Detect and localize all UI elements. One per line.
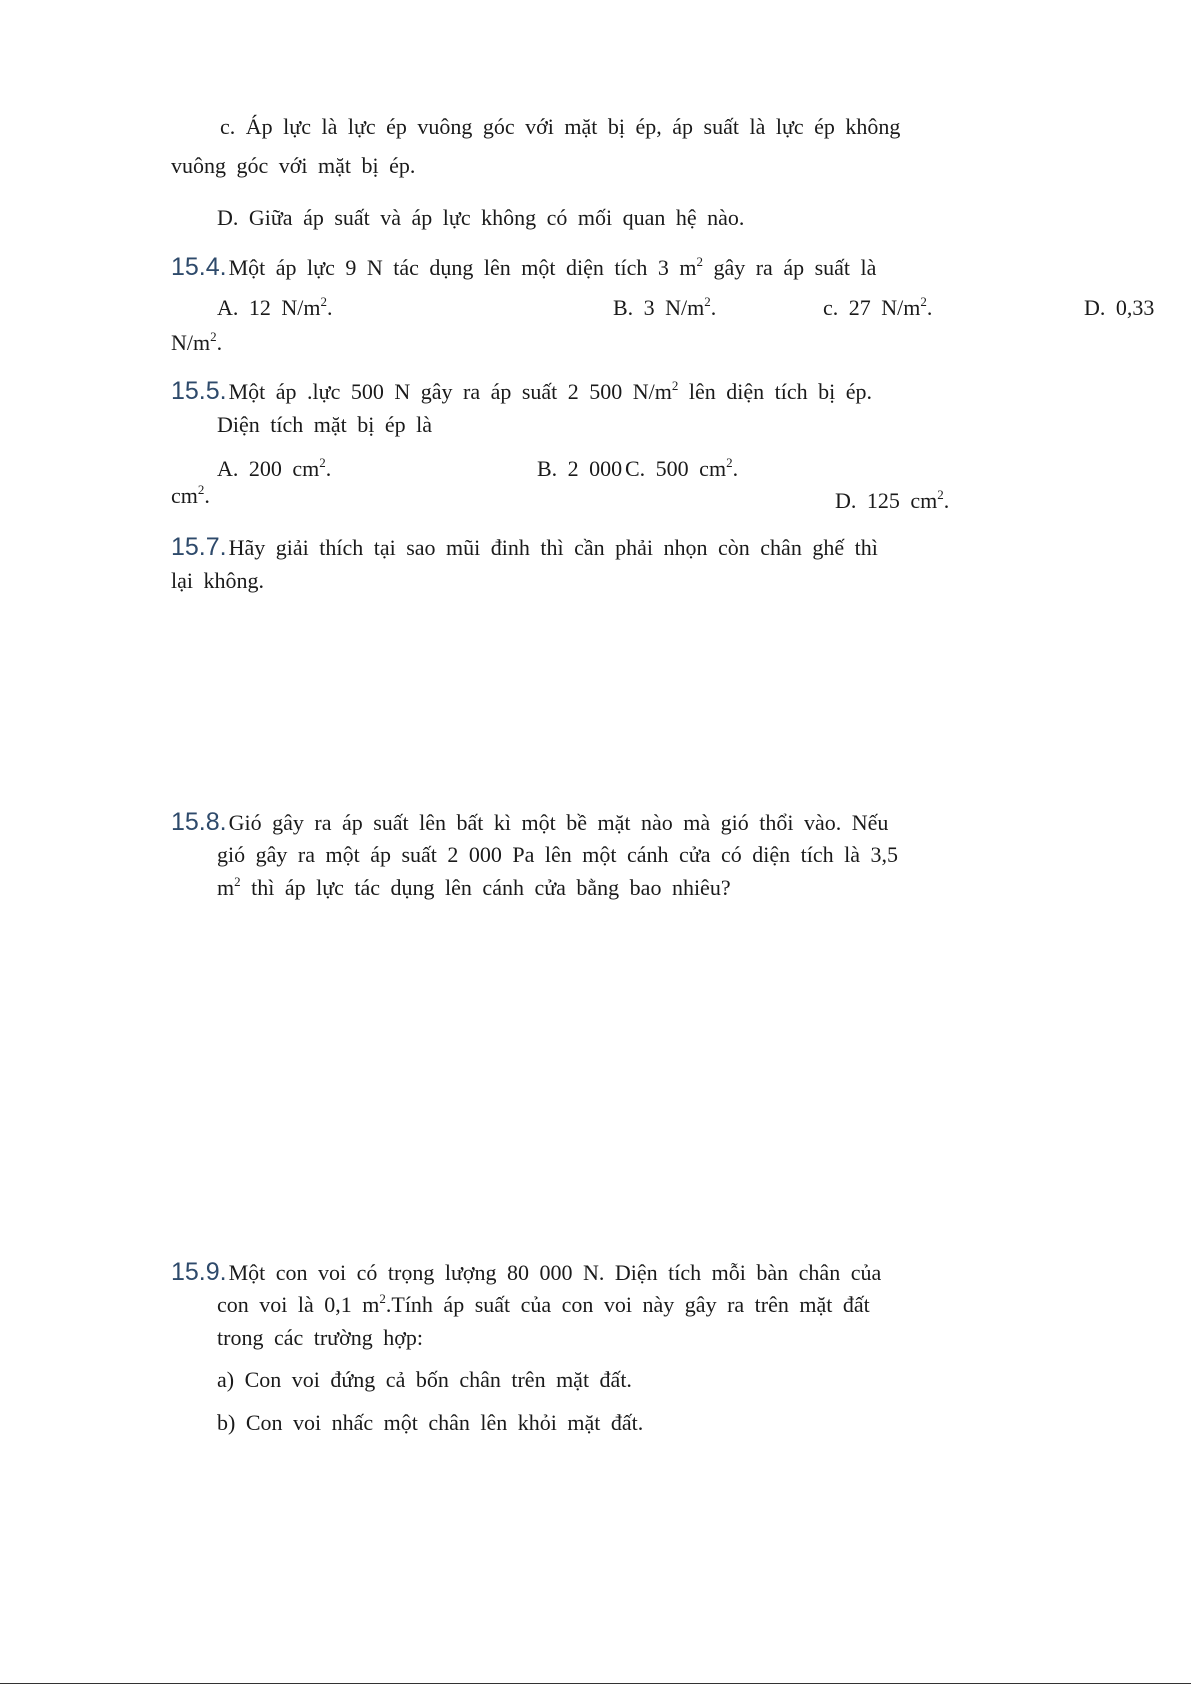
option-text: N/m [171,330,211,355]
superscript: 2 [379,1291,386,1306]
question-text: Một con voi có trọng lượng 80 000 N. Diện tích mỗi bàn chân của [228,1260,882,1285]
superscript: 2 [234,874,241,889]
superscript: 2 [197,482,205,497]
superscript: 2 [920,294,927,309]
option-text: D. 0,33 [1084,295,1155,320]
q15-5-question-line2: Diện tích mặt bị ép là [217,412,432,437]
superscript: 2 [320,294,327,309]
question-text-tail: .Tính áp suất của con voi này gây ra trên mặt đất [385,1292,870,1317]
q15-8-question-line3 [217,874,731,902]
q15-3-option-d: D. Giữa áp suất và áp lực không có mối quan hệ nào. [217,205,745,230]
q15-5-option-a [217,455,331,483]
question-text: Hãy giải thích tại sao mũi đinh thì cần phải nhọn còn chân ghế thì [228,535,878,560]
superscript: 2 [319,455,326,470]
option-dot: . [325,456,332,481]
q15-4-option-a [217,294,333,322]
question-text-tail: gây ra áp suất là [702,255,877,280]
q15-9-question-line2 [217,1291,870,1319]
q15-5-option-c [625,455,738,483]
superscript: 2 [696,254,703,269]
q15-5-question [171,377,872,406]
superscript: 2 [671,378,679,393]
q15-3-option-c-line1: c. Áp lực là lực ép vuông góc với mặt bị ép, áp suất là lực ép không [220,114,901,139]
q15-9-question [171,1258,881,1287]
option-dot: . [732,456,739,481]
option-text: B. 3 N/m [613,295,705,320]
q15-9-part-b: b) Con voi nhấc một chân lên khỏi mặt đất. [217,1410,644,1435]
question-number: 15.9. [171,1258,227,1286]
question-number: 15.5. [171,377,227,405]
q15-5-option-b-wrap [171,482,210,510]
option-dot: . [710,295,717,320]
question-number: 15.7. [171,533,227,561]
question-text: m [217,875,235,900]
option-text: A. 200 cm [217,456,320,481]
question-text-tail: thì áp lực tác dụng lên cánh cửa bằng bao nhiêu? [240,875,731,900]
q15-5-option-b [537,455,622,483]
q15-7-question-line2: lại không. [171,568,264,593]
q15-4-option-b [613,294,716,322]
q15-8-question [171,808,888,837]
question-number: 15.4. [171,253,227,281]
question-text: Một áp .lực 500 N gây ra áp suất 2 500 N/m [228,379,672,404]
q15-4-question [171,253,876,282]
question-text: Một áp lực 9 N tác dụng lên một diện tích 3 m [228,255,697,280]
q15-4-option-d [1084,294,1154,322]
option-text: B. 2 000 [537,456,623,481]
q15-7-question [171,533,878,562]
page-bottom-rule [0,1683,1191,1684]
q15-9-part-a: a) Con voi đứng cả bốn chân trên mặt đất. [217,1367,632,1392]
q15-4-option-c [823,294,932,322]
option-dot: . [926,295,933,320]
option-dot: . [943,488,950,513]
q15-4-option-d-wrap [171,329,222,357]
option-dot: . [204,483,210,508]
superscript: 2 [726,455,733,470]
option-text: cm [171,483,198,508]
question-text: con voi là 0,1 m [217,1292,380,1317]
option-dot: . [327,295,333,320]
option-text: c. 27 N/m [823,295,921,320]
question-text-tail: lên diện tích bị ép. [678,379,873,404]
superscript: 2 [210,329,217,344]
option-dot: . [216,330,223,355]
option-text: D. 125 cm [835,488,938,513]
option-text: C. 500 cm [625,456,727,481]
q15-5-option-d [835,487,949,515]
superscript: 2 [704,294,711,309]
question-text: Gió gây ra áp suất lên bất kì một bề mặt nào mà gió thổi vào. Nếu [228,810,889,835]
q15-8-question-line2: gió gây ra một áp suất 2 000 Pa lên một cánh cửa có diện tích là 3,5 [217,842,898,867]
q15-3-option-c-line2: vuông góc với mặt bị ép. [171,153,416,178]
superscript: 2 [937,487,944,502]
option-text: A. 12 N/m [217,295,321,320]
q15-9-question-line3: trong các trường hợp: [217,1325,423,1350]
question-number: 15.8. [171,808,227,836]
